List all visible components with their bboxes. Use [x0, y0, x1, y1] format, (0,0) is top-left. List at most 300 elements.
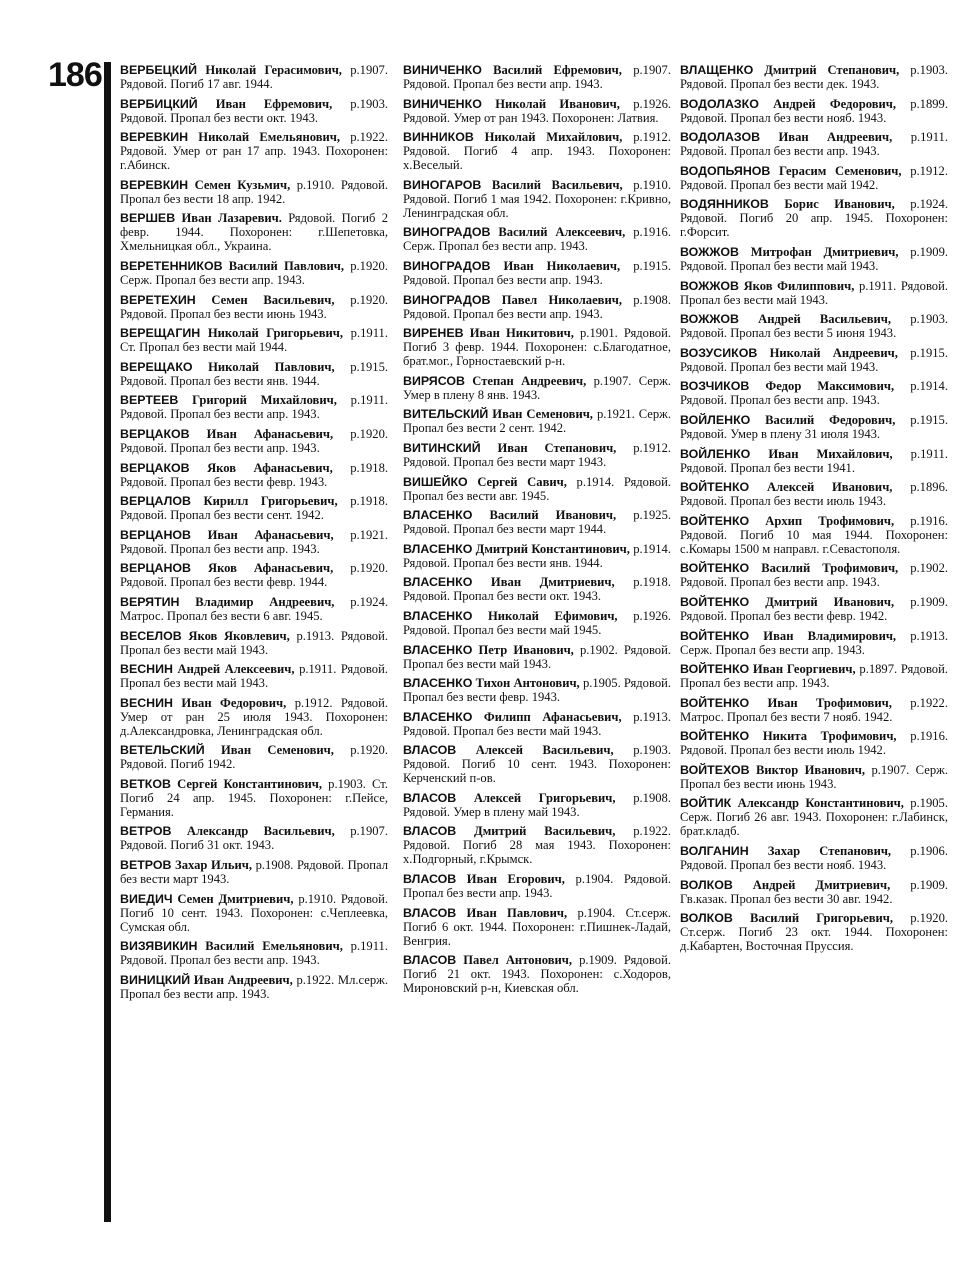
entry-name: Виктор Иванович,	[755, 762, 866, 777]
entry	[403, 508, 671, 536]
entry	[120, 662, 388, 690]
entry-name: Иван Георгиевич,	[752, 662, 856, 677]
entry-details: р.1914. Рядовой. Пропал без вести янв. 1944.	[403, 541, 671, 570]
entry-surname: ВЕРЕЩАКО	[120, 359, 193, 374]
entry	[120, 561, 388, 589]
entry-surname: ВИНОГРАДОВ	[403, 258, 491, 273]
entry	[680, 447, 948, 475]
entry-surname: ВЕРЕВКИН	[120, 130, 189, 145]
entry	[403, 130, 671, 172]
entry-name: Николай Михайлович,	[484, 130, 623, 145]
entry-surname: ВЛАСЕНКО	[403, 642, 473, 657]
entry-name: Александр Васильевич,	[186, 824, 335, 839]
entry-details: р.1909. Гв.казак. Пропал без вести 30 авг. 1942.	[680, 877, 949, 906]
entry-surname: ВИНОГАРОВ	[403, 177, 482, 192]
entry-details: р.1914. Рядовой. Пропал без вести апр. 1943.	[680, 379, 948, 408]
entry-surname: ВИНИЧЕНКО	[403, 96, 482, 111]
entry-name: Андрей Федорович,	[773, 96, 897, 111]
entry-details: р.1913. Рядовой. Пропал без вести май 1943.	[403, 709, 671, 738]
entry-details: р.1922. Матрос. Пропал без вести 7 нояб. 1942.	[680, 695, 948, 724]
entry-surname: ВОЙТЕНКО	[680, 662, 750, 677]
entry	[120, 393, 388, 421]
entry-surname: ВЕТЕЛЬСКИЙ	[120, 743, 205, 758]
entry-name: Александр Константинович,	[737, 796, 904, 811]
entry	[680, 514, 948, 556]
entry-details: р.1926. Рядовой. Умер от ран 1943. Похоронен: Латвия.	[403, 96, 672, 125]
entry-name: Алексей Васильевич,	[475, 743, 614, 758]
entry-name: Иван Семенович,	[492, 407, 593, 422]
entry	[403, 475, 671, 503]
entry	[120, 973, 388, 1001]
entry-details: р.1903. Рядовой. Пропал без вести окт. 1943.	[120, 96, 389, 125]
entry-name: Николай Герасимович,	[205, 63, 342, 77]
entry-name: Семен Васильевич,	[211, 292, 335, 307]
entry-name: Василий Иванович,	[489, 508, 617, 523]
page-number: 186	[48, 56, 102, 94]
entry-surname: ВЛАСОВ	[403, 824, 457, 839]
entry	[120, 892, 388, 934]
entry-surname: ВЛАСЕНКО	[403, 541, 473, 556]
entry-details: р.1905. Рядовой. Пропал без вести февр. 1943.	[403, 676, 671, 705]
entry	[120, 461, 388, 489]
entry-surname: ВЕРЦАКОВ	[120, 460, 190, 475]
entry-surname: ВИТИНСКИЙ	[403, 440, 481, 455]
entry	[120, 629, 388, 657]
entry-name: Василий Ефремович,	[493, 63, 622, 77]
entry-details: р.1907. Серж. Умер в плену 8 янв. 1943.	[403, 373, 671, 402]
entry-name: Николай Павлович,	[208, 359, 335, 374]
entry-surname: ВЕСНИН	[120, 695, 173, 710]
entry-name: Андрей Васильевич,	[758, 312, 892, 327]
entry-name: Василий Алексеевич,	[498, 225, 626, 240]
entry-name: Андрей Дмитриевич,	[752, 877, 891, 892]
entry-surname: ВИННИКОВ	[403, 130, 474, 145]
entry-surname: ВЛАСЕНКО	[403, 575, 473, 590]
entry-details: р.1908. Рядовой. Пропал без вести март 1943.	[120, 858, 389, 887]
entry-name: Иван Андреевич,	[193, 972, 293, 987]
entry-name: Василий Павлович,	[228, 258, 345, 273]
entry	[403, 293, 671, 321]
entry-details: р.1910. Рядовой. Пропал без вести 18 апр. 1942.	[120, 177, 388, 206]
entry	[403, 575, 671, 603]
entry-name: Борис Иванович,	[784, 197, 895, 212]
entry-name: Павел Антонович,	[463, 953, 573, 968]
entry-surname: ВЕРБЕЦКИЙ	[120, 63, 198, 77]
entry-name: Владимир Андреевич,	[195, 594, 335, 609]
entry	[403, 542, 671, 570]
entry	[403, 710, 671, 738]
entry-name: Иван Афанасьевич,	[206, 426, 334, 441]
column-1	[120, 63, 388, 1006]
entry-surname: ВОЖЖОВ	[680, 312, 739, 327]
entry-surname: ВЛАСЕНКО	[403, 608, 473, 623]
entry	[403, 609, 671, 637]
entry-name: Филипп Афанасьевич,	[483, 709, 622, 724]
entry-details: р.1909. Рядовой. Пропал без вести май 1943.	[680, 244, 949, 273]
entry-details: р.1910. Рядовой. Погиб 1 мая 1942. Похоронен: г.Кривно, Ленинградская обл.	[403, 177, 671, 220]
entry-name: Дмитрий Васильевич,	[474, 824, 616, 839]
entry	[680, 696, 948, 724]
entry-surname: ВОЗЧИКОВ	[680, 379, 750, 394]
entry-details: р.1915. Рядовой. Пропал без вести апр. 1943.	[403, 258, 671, 287]
entry	[120, 97, 388, 125]
entry-details: р.1899. Рядовой. Пропал без вести нояб. 1943.	[680, 96, 948, 125]
entry-surname: ВЕРЦАНОВ	[120, 527, 192, 542]
entry	[403, 872, 671, 900]
entry	[680, 312, 948, 340]
entry-details: р.1926. Рядовой. Пропал без вести май 1945.	[403, 608, 671, 637]
entry-surname: ВОЙЛЕНКО	[680, 446, 751, 461]
entry-surname: ВОЙТЕНКО	[680, 480, 750, 495]
entry-name: Василий Емельянович,	[205, 939, 343, 954]
entry	[403, 178, 671, 220]
entry	[680, 844, 948, 872]
entry-details: р.1918. Рядовой. Пропал без вести февр. 1943.	[120, 460, 389, 489]
entry	[120, 743, 388, 771]
entry	[120, 696, 388, 738]
entry-name: Григорий Михайлович,	[192, 393, 337, 408]
entry-details: р.1903. Рядовой. Пропал без вести дек. 1943.	[680, 63, 948, 91]
entry-surname: ВЕРЕВКИН	[120, 177, 189, 192]
entry-name: Петр Иванович,	[478, 642, 574, 657]
entry-details: р.1904. Ст.серж. Погиб 6 окт. 1944. Похоронен: г.Пишнек-Ладай, Венгрия.	[403, 905, 672, 948]
entry-name: Герасим Семенович,	[779, 163, 902, 178]
entry-details: р.1920. Рядовой. Погиб 1942.	[120, 743, 388, 772]
entry	[120, 528, 388, 556]
entry	[403, 407, 671, 435]
entry-details: р.1907. Серж. Пропал без вести июнь 1943.	[680, 762, 948, 791]
entry	[403, 676, 671, 704]
entry-name: Никита Трофимович,	[762, 729, 897, 744]
entry-details: р.1907. Рядовой. Погиб 17 авг. 1944.	[120, 63, 388, 91]
entry-surname: ВЕРЦАЛОВ	[120, 494, 191, 509]
entry-name: Иван Лазаревич.	[181, 211, 282, 226]
entry-details: р.1920. Рядовой. Пропал без вести июнь 1943.	[120, 292, 389, 321]
entry-details: р.1912. Рядовой. Погиб 4 апр. 1943. Похоронен: х.Веселый.	[403, 130, 671, 173]
entry	[120, 63, 388, 91]
entry-surname: ВОЙТЕНКО	[680, 729, 750, 744]
entry-details: р.1912. Рядовой. Пропал без вести май 1942.	[680, 163, 948, 192]
entry-name: Василий Григорьевич,	[750, 911, 894, 926]
entry-details: р.1911. Рядовой. Пропал без вести апр. 1943.	[680, 130, 949, 159]
entry	[403, 953, 671, 995]
entry-surname: ВЛАСОВ	[403, 872, 457, 887]
entry-details: р.1903. Рядовой. Погиб 10 сент. 1943. Похоронен: Керченский п-ов.	[403, 743, 671, 786]
entry-details: р.1920. Рядовой. Пропал без вести февр. 1944.	[120, 561, 388, 590]
entry-surname: ВОЖЖОВ	[680, 244, 739, 259]
entry	[680, 629, 948, 657]
entry	[680, 197, 948, 239]
entry-name: Дмитрий Константинович,	[475, 541, 630, 556]
entry-details: р.1915. Рядовой. Пропал без вести янв. 1944.	[120, 359, 389, 388]
entry-details: р.1907. Рядовой. Погиб 31 окт. 1943.	[120, 824, 388, 853]
entry-details: р.1902. Рядовой. Пропал без вести апр. 1943.	[680, 561, 949, 590]
entry-name: Павел Николаевич,	[501, 292, 622, 307]
entry-details: р.1912. Рядовой. Пропал без вести март 1943.	[403, 440, 672, 469]
entry	[680, 662, 948, 690]
entry-name: Василий Федорович,	[765, 412, 896, 427]
entry-details: р.1918. Рядовой. Пропал без вести сент. 1942.	[120, 494, 388, 523]
entry-surname: ВЕСНИН	[120, 662, 173, 677]
entry-name: Иван Михайлович,	[768, 446, 893, 461]
entry-surname: ВОЛКОВ	[680, 877, 733, 892]
entry-name: Дмитрий Степанович,	[764, 63, 900, 77]
entry-name: Николай Ефимович,	[487, 608, 618, 623]
entry-name: Иван Дмитриевич,	[490, 575, 615, 590]
entry-surname: ВОЛГАНИН	[680, 844, 749, 859]
entry	[680, 164, 948, 192]
entry-details: р.1916. Рядовой. Пропал без вести июль 1942.	[680, 729, 949, 758]
entry-details: р.1909. Рядовой. Пропал без вести февр. 1942.	[680, 594, 948, 623]
entry-surname: ВОЗУСИКОВ	[680, 345, 758, 360]
entry	[120, 939, 388, 967]
entry-surname: ВИНИЧЕНКО	[403, 63, 482, 77]
entry-surname: ВЕРБИЦКИЙ	[120, 96, 198, 111]
entry-name: Яков Афанасьевич,	[207, 460, 333, 475]
entry	[120, 595, 388, 623]
entry	[120, 326, 388, 354]
entry-surname: ВЛАСОВ	[403, 790, 457, 805]
entry-details: р.1911. Рядовой. Пропал без вести 1941.	[680, 446, 948, 475]
entry-name: Иван Трофимович,	[767, 695, 892, 710]
entry	[120, 427, 388, 455]
entry-details: р.1905. Серж. Погиб 26 авг. 1943. Похоронен: г.Лабинск, брат.кладб.	[680, 796, 948, 839]
entry-details: р.1910. Рядовой. Погиб 10 сент. 1943. Похоронен: с.Чеплеевка, Сумская обл.	[120, 891, 388, 934]
entry-details: р.1911. Ст. Пропал без вести май 1944.	[120, 326, 388, 355]
entry-surname: ВЕРЕТЕХИН	[120, 292, 196, 307]
entry-name: Митрофан Дмитриевич,	[750, 244, 899, 259]
entry-surname: ВЕРЦАНОВ	[120, 561, 192, 576]
entry-surname: ВОЙТЕНКО	[680, 695, 750, 710]
entry-name: Дмитрий Иванович,	[765, 594, 895, 609]
entry-name: Кирилл Григорьевич,	[203, 494, 338, 509]
entry-surname: ВОЙТЕХОВ	[680, 762, 750, 777]
entry-name: Яков Яковлевич,	[188, 628, 290, 643]
entry	[680, 245, 948, 273]
entry-surname: ВОДОЛАЗОВ	[680, 130, 761, 145]
entry	[680, 130, 948, 158]
entry-details: р.1904. Рядовой. Пропал без вести апр. 1943.	[403, 872, 671, 901]
entry	[403, 441, 671, 469]
entry-details: Рядовой. Погиб 2 февр. 1944. Похоронен: г.Шепетовка, Хмельницкая обл., Украина.	[120, 211, 388, 254]
entry-details: р.1911. Рядовой. Пропал без вести апр. 1943.	[120, 939, 388, 968]
entry-surname: ВЛАЩЕНКО	[680, 63, 754, 77]
entry	[680, 595, 948, 623]
entry	[680, 97, 948, 125]
entry-name: Захар Ильич,	[175, 858, 253, 873]
entry-surname: ВОЙТЕНКО	[680, 628, 750, 643]
entry	[403, 743, 671, 785]
entry	[120, 130, 388, 172]
entry-surname: ВОЛКОВ	[680, 911, 733, 926]
entry-surname: ВЕРЦАКОВ	[120, 426, 190, 441]
entry-name: Николай Иванович,	[495, 96, 620, 111]
entry-surname: ВОЙЛЕНКО	[680, 412, 751, 427]
entry-details: р.1913. Рядовой. Пропал без вести май 1943.	[120, 628, 388, 657]
entry-name: Иван Егорович,	[466, 872, 565, 887]
entry-name: Архип Трофимович,	[765, 513, 895, 528]
entry-surname: ВЕРЕТЕННИКОВ	[120, 258, 223, 273]
entry-name: Иван Николаевич,	[503, 258, 621, 273]
entry-name: Николай Андреевич,	[769, 345, 898, 360]
entry	[403, 791, 671, 819]
entry-details: р.1903. Рядовой. Пропал без вести 5 июня 1943.	[680, 312, 949, 341]
entry	[120, 777, 388, 819]
entry-surname: ВЛАСЕНКО	[403, 709, 473, 724]
entry	[120, 259, 388, 287]
entry	[680, 796, 948, 838]
entry-surname: ВИЕДИЧ	[120, 891, 173, 906]
entry	[680, 878, 948, 906]
entry-details: р.1909. Рядовой. Погиб 21 окт. 1943. Похоронен: с.Ходоров, Мироновский р-н, Киевская обл.	[403, 953, 671, 996]
entry-surname: ВОЙТЕНКО	[680, 513, 750, 528]
entry-surname: ВЕРШЕВ	[120, 211, 176, 226]
entry-surname: ВИЗЯВИКИН	[120, 939, 198, 954]
entry	[680, 561, 948, 589]
entry-surname: ВЛАСОВ	[403, 953, 457, 968]
entry-name: Степан Андреевич,	[472, 373, 587, 388]
entry-name: Яков Афанасьевич,	[207, 561, 334, 576]
entry-name: Иван Никитович,	[469, 326, 574, 341]
entry	[120, 178, 388, 206]
entry-surname: ВЕРЯТИН	[120, 594, 180, 609]
entry-name: Иван Ефремович,	[215, 96, 333, 111]
entry-details: р.1922. Мл.серж. Пропал без вести апр. 1943.	[120, 972, 389, 1001]
entry-details: р.1921. Рядовой. Пропал без вести апр. 1943.	[120, 527, 388, 556]
entry-surname: ВЛАСЕНКО	[403, 676, 473, 691]
entry	[403, 259, 671, 287]
entry	[403, 97, 671, 125]
entry-details: р.1903. Ст. Погиб 24 апр. 1945. Похоронен: г.Пейсе, Германия.	[120, 776, 388, 819]
entry	[680, 729, 948, 757]
entry-surname: ВИРЯСОВ	[403, 373, 465, 388]
entry-surname: ВОЙТЕНКО	[680, 594, 750, 609]
entry-surname: ВОДЯННИКОВ	[680, 197, 769, 212]
entry	[680, 279, 948, 307]
margin-rule	[104, 62, 111, 1222]
entry-name: Захар Степанович,	[767, 844, 892, 859]
entry-surname: ВЛАСЕНКО	[403, 508, 473, 523]
entry-name: Яков Филиппович,	[743, 278, 855, 293]
entry-name: Иван Владимирович,	[763, 628, 897, 643]
entry	[120, 211, 388, 253]
entry-details: р.1920. Серж. Пропал без вести апр. 1943.	[120, 258, 388, 287]
entry-name: Николай Григорьевич,	[207, 326, 344, 341]
entry	[403, 643, 671, 671]
entry-details: р.1920. Ст.серж. Погиб 23 окт. 1944. Похоронен: д.Кабартен, Восточная Пруссия.	[680, 911, 949, 954]
entry-details: р.1897. Рядовой. Пропал без вести апр. 1943.	[680, 662, 948, 691]
entry-surname: ВЕТРОВ	[120, 824, 172, 839]
entry-details: р.1924. Рядовой. Погиб 20 апр. 1945. Похоронен: г.Форсит.	[680, 197, 948, 240]
entry-details: р.1908. Рядовой. Пропал без вести апр. 1943.	[403, 292, 671, 321]
entry-surname: ВЕТКОВ	[120, 776, 171, 791]
entry-name: Иван Андреевич,	[778, 130, 893, 145]
entry-surname: ВОЙТИК	[680, 796, 732, 811]
entry-surname: ВОЙТЕНКО	[680, 561, 750, 576]
entry-name: Алексей Григорьевич,	[473, 790, 616, 805]
entry-surname: ВИНОГРАДОВ	[403, 225, 491, 240]
entry-details: р.1914. Рядовой. Пропал без вести авг. 1945.	[403, 474, 671, 503]
entry	[403, 326, 671, 368]
entry-surname: ВЛАСОВ	[403, 905, 457, 920]
entry	[403, 824, 671, 866]
entry	[120, 494, 388, 522]
entry-details: р.1907. Рядовой. Пропал без вести апр. 1943.	[403, 63, 671, 91]
entry-details: р.1916. Серж. Пропал без вести апр. 1943.	[403, 225, 671, 254]
entry-surname: ВЛАСОВ	[403, 743, 457, 758]
entry-surname: ВИНОГРАДОВ	[403, 292, 491, 307]
entry-name: Сергей Савич,	[477, 474, 567, 489]
entry-surname: ВЕСЕЛОВ	[120, 628, 182, 643]
entry	[403, 374, 671, 402]
entry-name: Иван Афанасьевич,	[207, 527, 334, 542]
entry	[680, 379, 948, 407]
entry-details: р.1911. Рядовой. Пропал без вести апр. 1943.	[120, 393, 388, 422]
entry-details: р.1912. Рядовой. Умер от ран 25 июля 1943. Похоронен: д.Александровка, Ленинградская обл.	[120, 695, 388, 738]
entry-details: р.1918. Рядовой. Пропал без вести окт. 1943.	[403, 575, 671, 604]
entry-name: Федор Максимович,	[765, 379, 895, 394]
entry	[680, 763, 948, 791]
entry	[680, 480, 948, 508]
entry	[120, 293, 388, 321]
entry-surname: ВОДОЛАЗКО	[680, 96, 759, 111]
entry-details: р.1896. Рядовой. Пропал без вести июль 1943.	[680, 480, 949, 509]
entry-name: Алексей Иванович,	[766, 480, 893, 495]
entry-surname: ВИТЕЛЬСКИЙ	[403, 407, 489, 422]
entry-details: р.1922. Рядовой. Погиб 28 мая 1943. Похоронен: х.Подгорный, г.Крымск.	[403, 824, 671, 867]
entry	[680, 63, 948, 91]
column-3	[680, 63, 948, 959]
entry	[120, 360, 388, 388]
entry	[403, 225, 671, 253]
entry-details: р.1902. Рядовой. Пропал без вести май 1943.	[403, 642, 671, 671]
entry-surname: ВОЖЖОВ	[680, 278, 739, 293]
entry-name: Иван Федорович,	[181, 695, 287, 710]
entry-name: Василий Васильевич,	[491, 177, 623, 192]
entry	[403, 63, 671, 91]
entry-details: р.1920. Рядовой. Пропал без вести апр. 1943.	[120, 426, 389, 455]
entry-details: р.1925. Рядовой. Пропал без вести март 1944.	[403, 508, 672, 537]
entry-details: р.1906. Рядовой. Пропал без вести нояб. 1943.	[680, 844, 948, 873]
entry-details: р.1922. Рядовой. Умер от ран 17 апр. 1943. Похоронен: г.Абинск.	[120, 130, 388, 173]
entry-details: р.1911. Рядовой. Пропал без вести май 1943.	[680, 278, 948, 307]
entry-surname: ВОДОПЬЯНОВ	[680, 163, 771, 178]
entry-name: Семен Кузьмич,	[194, 177, 291, 192]
entry	[680, 413, 948, 441]
entry-details: р.1915. Рядовой. Умер в плену 31 июля 1943.	[680, 412, 948, 441]
entry-details: р.1916. Рядовой. Погиб 10 мая 1944. Похоронен: с.Комары 1500 м направл. г.Севастополя.	[680, 513, 948, 556]
entry-name: Иван Семенович,	[220, 743, 334, 758]
entry-name: Тихон Антонович,	[475, 676, 580, 691]
entry	[680, 346, 948, 374]
entry-details: р.1924. Матрос. Пропал без вести 6 авг. 1945.	[120, 594, 389, 623]
entry-surname: ВИНИЦКИЙ	[120, 972, 191, 987]
entry-name: Иван Павлович,	[466, 905, 568, 920]
entry-name: Василий Трофимович,	[761, 561, 899, 576]
entry-surname: ВИШЕЙКО	[403, 474, 468, 489]
entry-name: Андрей Алексеевич,	[177, 662, 295, 677]
entry-name: Сергей Константинович,	[177, 776, 322, 791]
entry-name: Николай Емельянович,	[198, 130, 341, 145]
entry-details: р.1915. Рядовой. Пропал без вести май 1943.	[680, 345, 948, 374]
entry-details: р.1911. Рядовой. Пропал без вести май 1943.	[120, 662, 388, 691]
entry-name: Семен Дмитриевич,	[177, 891, 294, 906]
entry-details: р.1901. Рядовой. Погиб 3 февр. 1944. Похоронен: с.Благодатное, брат.мог., Горностаевский р-н.	[403, 326, 671, 369]
entry	[403, 906, 671, 948]
column-2	[403, 63, 671, 1001]
entry-name: Иван Степанович,	[497, 440, 617, 455]
entry-surname: ВЕРЕЩАГИН	[120, 326, 201, 341]
